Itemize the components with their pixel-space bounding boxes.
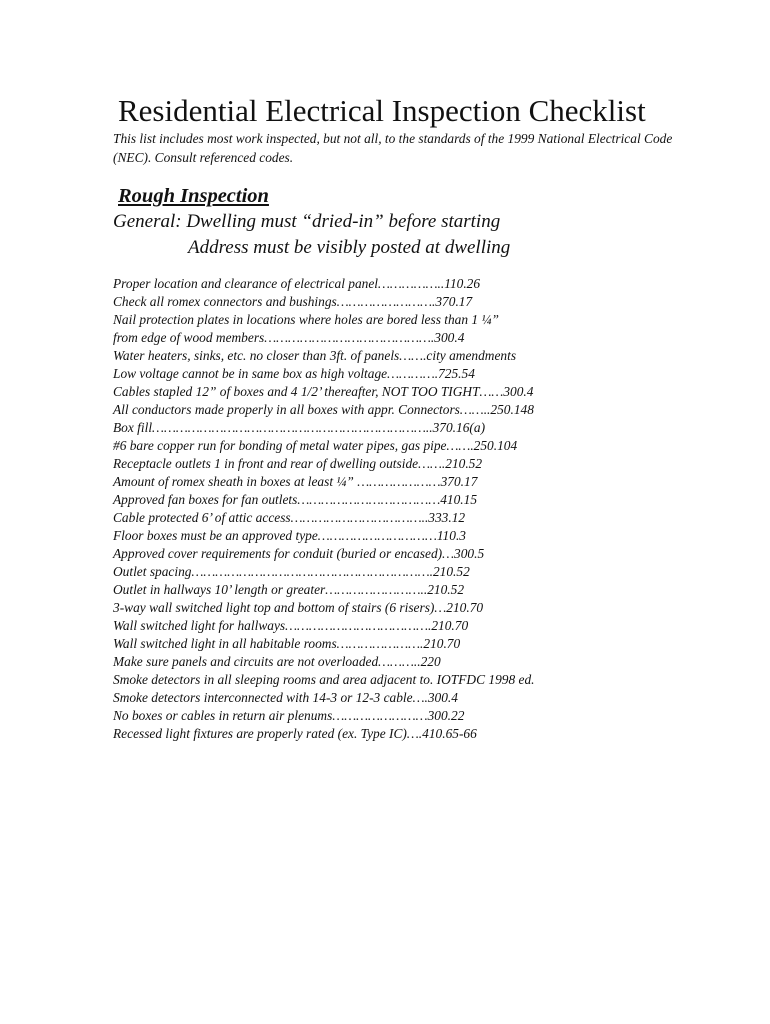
checklist-item: Wall switched light in all habitable rooms………………….210.70 bbox=[113, 636, 461, 651]
checklist-item: from edge of wood members…………………………………….300.4 bbox=[113, 330, 465, 345]
checklist-item: No boxes or cables in return air plenums……………………300.22 bbox=[113, 708, 465, 723]
checklist-item: Approved fan boxes for fan outlets………………………………410.15 bbox=[113, 492, 478, 507]
checklist-item: Smoke detectors in all sleeping rooms and area adjacent to. IOTFDC 1998 ed. bbox=[113, 672, 535, 687]
section-heading: Rough Inspection bbox=[118, 185, 269, 207]
checklist-item: Box fill……………………………………………………………..370.16(a) bbox=[113, 420, 486, 435]
checklist-item: Wall switched light for hallways……………………………….210.70 bbox=[113, 618, 469, 633]
checklist-item: All conductors made properly in all boxes with appr. Connectors……..250.148 bbox=[113, 402, 534, 417]
checklist-item: Nail protection plates in locations where holes are bored less than 1 ¼” bbox=[113, 312, 499, 327]
general-line-1: General: Dwelling must “dried-in” before starting bbox=[113, 211, 501, 232]
page-title: Residential Electrical Inspection Checklist bbox=[118, 93, 646, 128]
checklist-item: Receptacle outlets 1 in front and rear of dwelling outside…….210.52 bbox=[113, 456, 483, 471]
checklist-item: Cables stapled 12” of boxes and 4 1/2’ thereafter, NOT TOO TIGHT……300.4 bbox=[113, 384, 534, 399]
checklist-item: Approved cover requirements for conduit (buried or encased)…300.5 bbox=[113, 546, 485, 561]
checklist bbox=[113, 275, 723, 743]
checklist-item: Low voltage cannot be in same box as high voltage………….725.54 bbox=[113, 366, 475, 381]
checklist-item: Smoke detectors interconnected with 14-3 or 12-3 cable….300.4 bbox=[113, 690, 458, 705]
checklist-item: Cable protected 6’ of attic access……………………………..333.12 bbox=[113, 510, 466, 525]
checklist-item: Recessed light fixtures are properly rated (ex. Type IC)….410.65-66 bbox=[113, 726, 477, 741]
checklist-item: Check all romex connectors and bushings…………………….370.17 bbox=[113, 294, 473, 309]
checklist-item: Water heaters, sinks, etc. no closer than 3ft. of panels…….city amendments bbox=[113, 348, 517, 363]
checklist-item: Outlet spacing…………………………………………………….210.52 bbox=[113, 564, 470, 579]
checklist-item: Make sure panels and circuits are not overloaded………..220 bbox=[113, 654, 441, 669]
checklist-item: 3-way wall switched light top and bottom of stairs (6 risers)…210.70 bbox=[113, 600, 484, 615]
checklist-item: Floor boxes must be an approved type…………………………110.3 bbox=[113, 528, 466, 543]
checklist-item: Proper location and clearance of electrical panel……………..110.26 bbox=[113, 276, 481, 291]
checklist-item: Amount of romex sheath in boxes at least ¼” …………………370.17 bbox=[113, 474, 478, 489]
general-requirements bbox=[113, 209, 510, 261]
checklist-item: Outlet in hallways 10’ length or greater……………………..210.52 bbox=[113, 582, 465, 597]
general-line-2: Address must be visibly posted at dwelling bbox=[188, 237, 511, 258]
intro-paragraph: This list includes most work inspected, but not all, to the standards of the 1999 National Electrical Code (NEC). Consult referenced codes. bbox=[113, 131, 673, 165]
checklist-item: #6 bare copper run for bonding of metal water pipes, gas pipe…….250.104 bbox=[113, 438, 518, 453]
